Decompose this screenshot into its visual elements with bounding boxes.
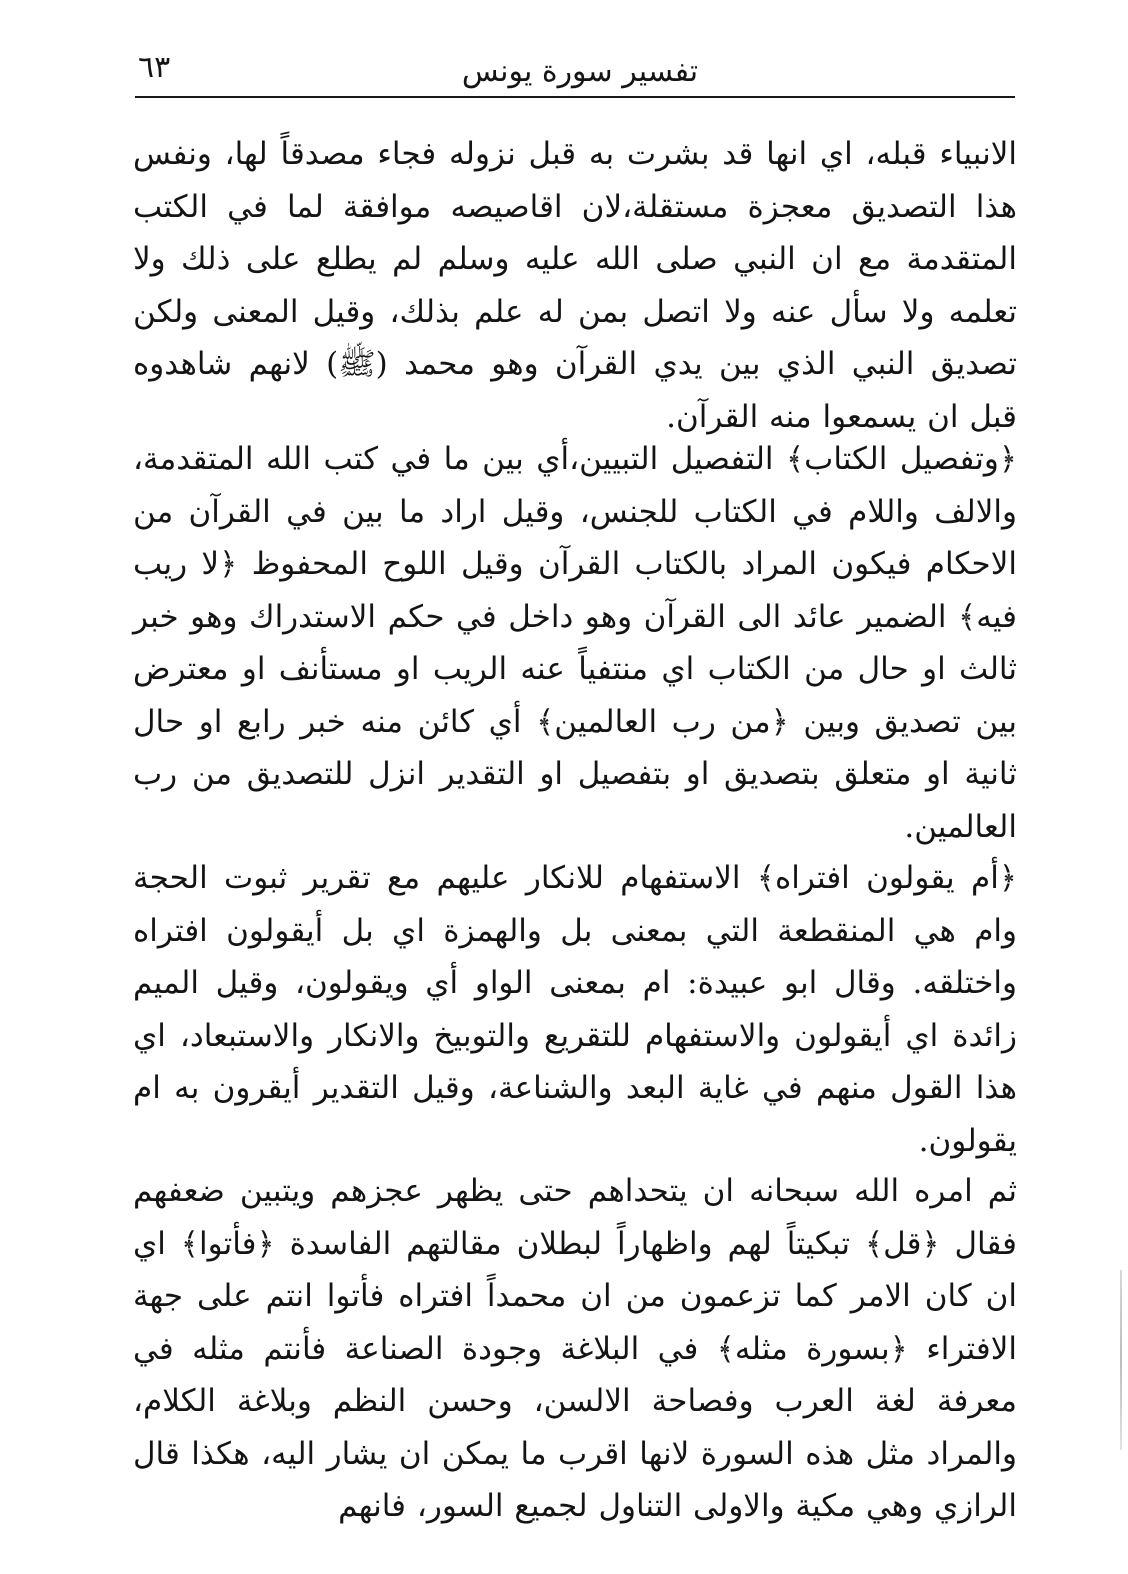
header-rule	[135, 96, 1015, 98]
page-number: ٦٣	[138, 50, 171, 85]
paragraph-3: ﴿أم يقولون افتراه﴾ الاستفهام للانكار عليهم مع تقرير ثبوت الحجة وام هي المنقطعة التي بمعنى بل والهمزة اي بل أيقولون افتراه واختلقه. وقال ابو عبيدة: ام بمعنى الواو أي ويقولون، وقيل الميم زائدة اي أيقولون والاستفهام للتقريع والتوبيخ والانكار والاستبعاد، اي هذا القول منهم في غاية البعد والشناعة، وقيل التقدير أيقرون به ام يقولون.	[133, 860, 1017, 1159]
paragraph-4: ثم امره الله سبحانه ان يتحداهم حتى يظهر عجزهم ويتبين ضعفهم فقال ﴿قل﴾ تبكيتاً لهم واظهاراً لبطلان مقالتهم الفاسدة ﴿فأتوا﴾ اي ان كان الامر كما تزعمون من ان محمداً افتراه فأتوا انتم على جهة الافتراء ﴿بسورة مثله﴾ في البلاغة وجودة الصناعة فأنتم مثله في معرفة لغة العرب وفصاحة الالسن، وحسن النظم وبلاغة الكلام، والمراد مثل هذه السورة لانها اقرب ما يمكن ان يشار اليه، هكذا قال الرازي وهي مكية والاولى التناول لجميع السور، فانهم	[133, 1173, 1017, 1524]
paragraph-2: ﴿وتفصيل الكتاب﴾ التفصيل التبيين،أي بين ما في كتب الله المتقدمة، والالف واللام في الكتاب للجنس، وقيل اراد ما بين في القرآن من الاحكام فيكون المراد بالكتاب القرآن وقيل اللوح المحفوظ ﴿لا ريب فيه﴾ الضمير عائد الى القرآن وهو داخل في حكم الاستدراك وهو خبر ثالث او حال من الكتاب اي منتفياً عنه الريب او مستأنف او معترض بين تصديق وبين ﴿من رب العالمين﴾ أي كائن منه خبر رابع او حال ثانية او متعلق بتصديق او بتفصيل او التقدير انزل للتصديق من رب العالمين.	[133, 441, 1017, 845]
paragraph-1: الانبياء قبله، اي انها قد بشرت به قبل نزوله فجاء مصدقاً لها، ونفس هذا التصديق معجزة مستقلة،لان اقاصيصه موافقة لما في الكتب المتقدمة مع ان النبي صلى الله عليه وسلم لم يطلع على ذلك ولا تعلمه ولا سأل عنه ولا اتصل بمن له علم بذلك، وقيل المعنى ولكن تصديق النبي الذي بين يدي القرآن وهو محمد (ﷺ) لانهم شاهدوه قبل ان يسمعوا منه القرآن.	[133, 136, 1017, 435]
running-title: تفسير سورة يونس	[461, 54, 699, 89]
binding-edge-mark	[1120, 1270, 1122, 1450]
